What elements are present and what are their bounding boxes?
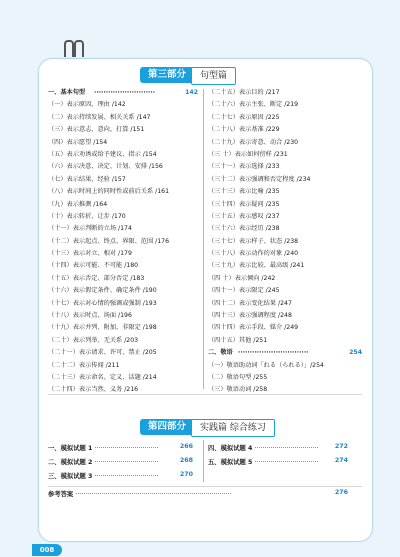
leader-dots: ·························· (94, 89, 156, 96)
toc-item[interactable]: （十八）表示时点、场面 /196 (48, 312, 132, 320)
toc-entry-test-3[interactable] (48, 471, 193, 480)
toc-item[interactable]: （三十八）表示动作的对象 /240 (208, 250, 299, 258)
toc-item[interactable]: （二十五）表示目的 /217 (208, 89, 280, 96)
toc-item[interactable]: （四十三）表示强调程度 /248 (208, 312, 292, 320)
toc-item[interactable]: （三十二）表示强调和否定程度 /234 (208, 175, 311, 183)
toc-item[interactable]: （十六）表示假定条件、确定条件 /190 (48, 287, 157, 295)
toc-entry-test-4[interactable] (208, 443, 348, 452)
toc-item[interactable]: （十二）表示起点、终点、界限、范围 /176 (48, 237, 170, 245)
leader-dots: ································ (94, 473, 159, 480)
section-separator (48, 486, 362, 487)
leader-dots: ·············································································· (75, 491, 232, 498)
toc-item[interactable]: （三十四）表示疑问 /235 (208, 200, 280, 208)
toc-entry-answers[interactable] (48, 489, 348, 498)
leader-dots: ································ (254, 459, 319, 466)
toc-item[interactable]: （四十二）表示变化结果 /247 (208, 299, 292, 307)
toc-item[interactable]: （八）表示时间上的同时性或前后关系 /161 (48, 188, 170, 196)
toc-right-column (208, 87, 362, 397)
toc-item[interactable]: （六）表示决意、决定、计划、安排 /156 (48, 163, 163, 171)
section-separator (48, 394, 362, 395)
toc-item[interactable]: （二十六）表示主张、断定 /219 (208, 101, 299, 109)
leader-dots: ································ (94, 459, 159, 466)
toc-item[interactable]: （三十七）表示样子、状态 /238 (208, 237, 299, 245)
toc-item[interactable]: （四）表示愿望 /154 (48, 138, 108, 146)
toc-item[interactable]: （四 十）表示倾向 /242 (208, 274, 276, 282)
toc-item[interactable]: （二十三）表示命名、定义、话题 /214 (48, 373, 157, 381)
toc-item[interactable]: （三十一）表示选择 /233 (208, 163, 280, 171)
toc-item[interactable]: （十四）表示可能、不可能 /180 (48, 262, 139, 270)
toc-item[interactable]: （二十九）表示寄意、动合 /230 (208, 138, 299, 146)
toc-item[interactable]: （二十七）表示原因 /225 (208, 113, 280, 121)
leader-dots: ································ (254, 445, 319, 452)
toc-item[interactable]: （三 十）表示如何傍样 /231 (208, 150, 288, 158)
toc-item[interactable]: （四十五）其他 /251 (208, 336, 268, 344)
toc-item[interactable]: （二十二）表示传闻 /211 (48, 361, 120, 369)
column-divider (203, 89, 204, 389)
toc-page-number: 254 (349, 349, 362, 357)
column-divider (203, 440, 204, 482)
toc-entry-test-1[interactable] (48, 443, 193, 452)
toc-item[interactable]: （二）表示持续发展、相关关系 /147 (48, 113, 151, 121)
toc-item[interactable]: （二十一）表示请求、许可、禁止 /205 (48, 349, 157, 357)
toc-page-number: 272 (334, 443, 348, 450)
toc-entry-keigo[interactable] (208, 347, 362, 359)
toc-page-number: 276 (334, 489, 348, 496)
toc-entry-label: 四、模拟试题 4 (208, 445, 253, 452)
section3-subtitle: 句型篇 (191, 67, 236, 85)
toc-entry-test-5[interactable] (208, 457, 348, 466)
toc-item[interactable]: （十七）表示对心情的强调或强制 /193 (48, 299, 157, 307)
section4-header (0, 419, 400, 435)
toc-item[interactable]: （九）表示推测 /164 (48, 200, 108, 208)
toc-item[interactable]: （五）表示劝诱或给予建议、指示 /154 (48, 150, 157, 158)
toc-item[interactable]: （二十）表示列举、无关系 /203 (48, 336, 139, 344)
toc-entry-label: 一、模拟试题 1 (48, 445, 93, 452)
toc-entry-label: 三、模拟试题 3 (48, 473, 93, 480)
toc-item[interactable]: （一）表示原因、理由 /142 (48, 101, 126, 109)
toc-entry-test-2[interactable] (48, 457, 193, 466)
toc-item[interactable]: （三十五）表示感叹 /237 (208, 212, 280, 220)
toc-item[interactable]: （四十一）表示限定 /245 (208, 287, 280, 295)
toc-left-column (48, 87, 198, 397)
toc-item[interactable]: （三十三）表示比喻 /235 (208, 188, 280, 196)
toc-entry-label: 二、模拟试题 2 (48, 459, 93, 466)
section4-badge: 第四部分 (140, 419, 194, 435)
toc-entry-basic-patterns[interactable] (48, 87, 198, 99)
section3-header (0, 67, 400, 83)
toc-item[interactable]: （三）敬语动词 /258 (208, 386, 268, 394)
toc-item[interactable]: （十五）表示否定、部分否定 /183 (48, 274, 145, 282)
toc-page-number: 142 (185, 89, 198, 96)
leader-dots: ································ (94, 445, 159, 452)
toc-entry-label: 五、模拟试题 5 (208, 459, 253, 466)
leader-dots: ······························ (238, 349, 309, 357)
toc-page-number: 268 (179, 457, 193, 464)
toc-item[interactable]: （十）表示转折、让步 /170 (48, 212, 126, 220)
toc-item[interactable]: （十九）表示并列、附加、非限定 /198 (48, 324, 157, 332)
toc-item[interactable]: （七）表示结果、经验 /157 (48, 175, 126, 183)
toc-item[interactable]: （三）表示意志、意向、打算 /151 (48, 126, 145, 134)
toc-item[interactable]: （二十八）表示基准 /229 (208, 126, 280, 134)
toc-item[interactable]: （十一）表示判断的立场 /174 (48, 225, 132, 233)
toc-entry-label: 二、敬语 (208, 349, 233, 357)
toc-page-number: 270 (179, 471, 193, 478)
page-number: 008 (32, 544, 62, 556)
toc-entry-label: 参考答案 (48, 491, 74, 498)
toc-item[interactable]: （十三）表示对立、相对 /179 (48, 250, 132, 258)
toc-item[interactable]: （三十九）表示比较、最高级 /241 (208, 262, 305, 270)
toc-entry-label: 一、基本句型 (48, 89, 86, 96)
toc-page-number: 266 (179, 443, 193, 450)
toc-item[interactable]: （二十四）表示当然、义务 /216 (48, 386, 139, 394)
section4-subtitle: 实践篇 综合练习 (191, 419, 275, 437)
toc-item[interactable]: （三十六）表示经历 /238 (208, 225, 280, 233)
toc-item[interactable]: （二）敬语句型 /255 (208, 373, 268, 381)
section3-badge: 第三部分 (140, 67, 194, 83)
toc-page-number: 274 (334, 457, 348, 464)
toc-item[interactable]: （四十四）表示手段、媒介 /249 (208, 324, 299, 332)
toc-item[interactable]: （一）敬语助动词「れる（られる）」/254 (208, 361, 324, 369)
